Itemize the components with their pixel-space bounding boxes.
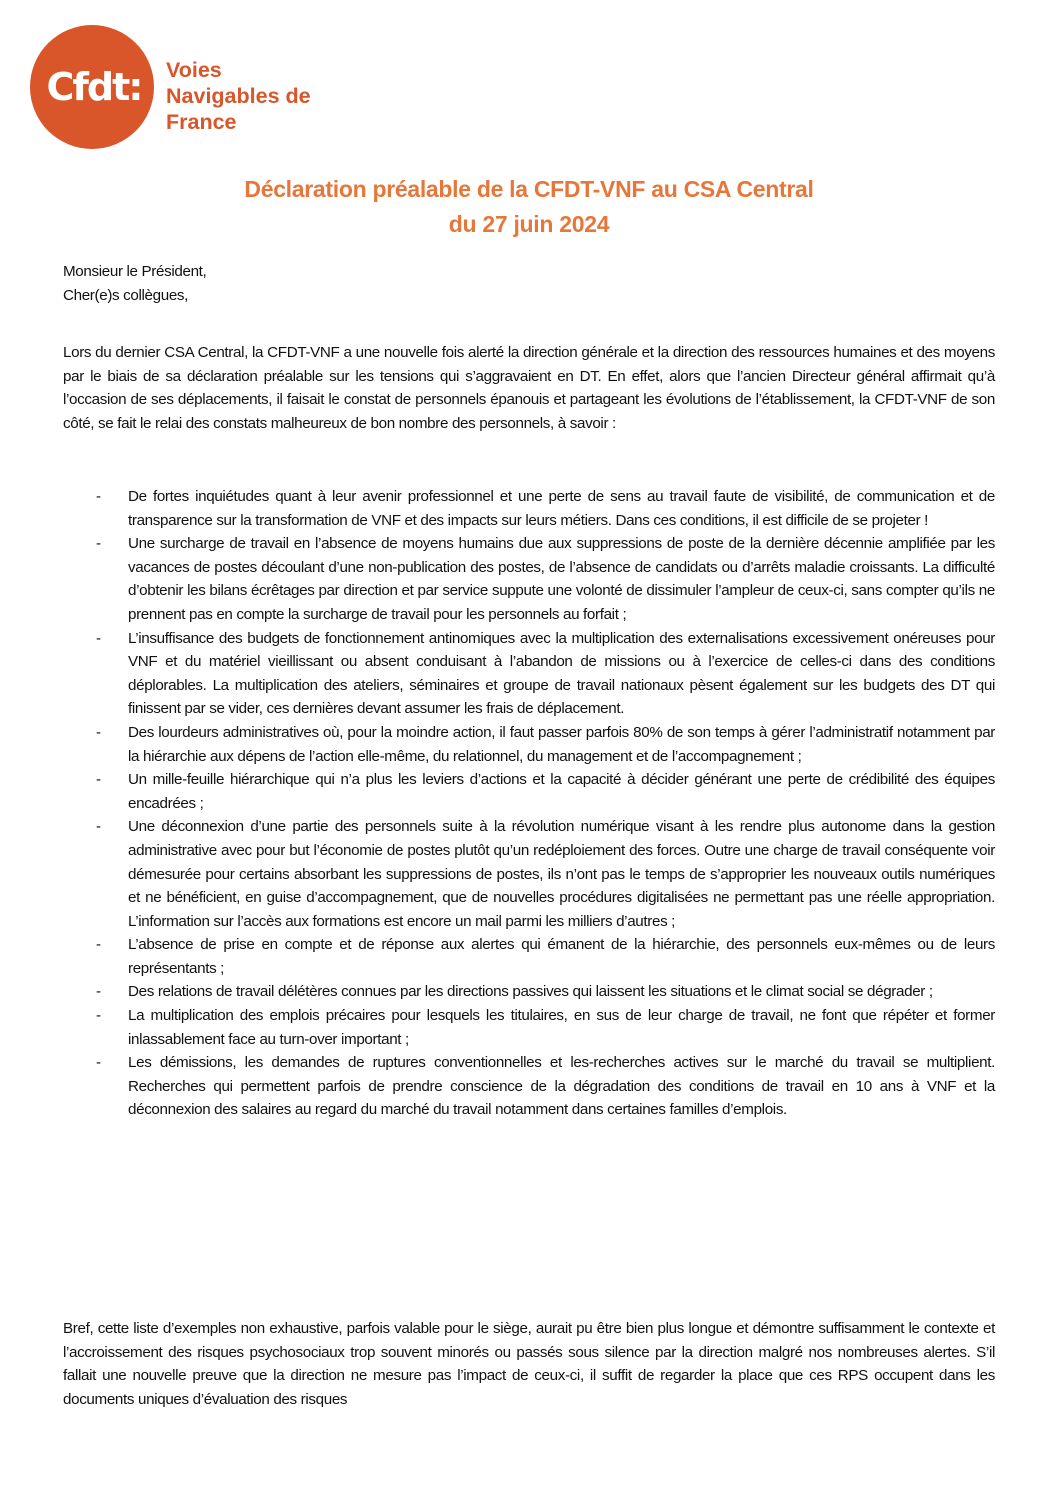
- cfdt-logo-mark: Cfdt:: [46, 65, 142, 109]
- list-item-text: Un mille-feuille hiérarchique qui n’a plus les leviers d’actions et la capacité à décider générant une perte de crédibilité des équipes encadrées ;: [128, 771, 995, 812]
- closing-paragraph: Bref, cette liste d’exemples non exhaustive, parfois valable pour le siège, aurait pu être bien plus longue et démontre suffisamment le contexte et l’accroissement des risques psychosociaux trop souvent minorés ou passés sous silence par la direction malgré nos nombreuses alertes. S’il fallait une nouvelle preuve que la direction ne mesure pas l’impact de ceux-ci, il suffit de regarder la place que ces RPS occupent dans les documents uniques d’évaluation des risques: [63, 1320, 995, 1408]
- bullet-dash: -: [96, 629, 101, 647]
- grievance-list: [63, 485, 995, 1122]
- list-item-text: L’insuffisance des budgets de fonctionnement antinomiques avec la multiplication des externalisations excessivement onéreuses pour VNF et du matériel vieillissant ou absent conduisant à l’abandon de missions ou à l’exercice de celles-ci dans des conditions déplorables. La multiplication des ateliers, séminaires et groupe de travail nationaux pèsent également sur les budgets des DT qui finissent par se vider, ces dernières devant assumer les frais de déplacement.: [128, 629, 995, 718]
- bullet-dash: -: [96, 936, 101, 954]
- list-item: [63, 768, 995, 815]
- list-item: [63, 532, 995, 626]
- list-item-text: Des relations de travail délétères connues par les directions passives qui laissent les situations et le climat social se dégrader ;: [128, 983, 933, 1001]
- intro-paragraph: Lors du dernier CSA Central, la CFDT-VNF a une nouvelle fois alerté la direction générale et la direction des ressources humaines et des moyens par le biais de sa déclaration préalable sur les tensions qui s’aggravaient en DT. En effet, alors que l’ancien Directeur général affirmait qu’à l’occasion de ses déplacements, il faisait le constat de personnels épanouis et partageant les évolutions de l’établissement, la CFDT-VNF de son côté, se fait le relai des constats malheureux de bon nombre des personnels, à savoir :: [63, 344, 995, 432]
- list-item: [63, 1004, 995, 1051]
- document-title-line-1: Déclaration préalable de la CFDT-VNF au CSA Central: [244, 176, 814, 202]
- salutation-line-2: Cher(e)s collègues,: [63, 286, 189, 304]
- list-item-text: Une surcharge de travail en l’absence de moyens humains due aux suppressions de poste de la dernière décennie amplifiée par les vacances de postes découlant d’une non-publication des postes, de l’absence de candidats ou d’arrêts maladie croissants. La difficulté d’obtenir les bilans écrêtages par direction et par service suppute une volonté de dissimuler l’ampleur de ceux-ci, sans compter qu’ils ne prennent pas en compte la surcharge de travail pour les personnels au forfait ;: [128, 535, 995, 623]
- list-item: [63, 933, 995, 980]
- list-item: [63, 815, 995, 933]
- bullet-dash: -: [96, 1054, 101, 1072]
- bullet-dash: -: [96, 771, 101, 789]
- bullet-dash: -: [96, 488, 101, 505]
- list-item-text: De fortes inquiétudes quant à leur avenir professionnel et une perte de sens au travail faute de visibilité, de communication et de transparence sur la transformation de VNF et des impacts sur leurs métiers. Dans ces conditions, il est difficile de se projeter !: [128, 488, 995, 529]
- logo-org-line: France: [166, 110, 237, 134]
- logo-org-line: Navigables de: [166, 84, 311, 108]
- bullet-dash: -: [96, 1007, 101, 1025]
- list-item-text: Une déconnexion d’une partie des personnels suite à la révolution numérique visant à les rendre plus autonome dans la gestion administrative avec pour but l’économie de postes plutôt qu’un redéploiement des forces. Outre une charge de travail conséquente voir démesurée pour certains absorbant les suppressions de postes, ils n’ont pas le temps de s’approprier les nouveaux outils numériques et ne bénéficient, en guise d’accompagnement, que de nouvelles procédures digitalisées ne permettant pas une réelle appropriation. L’information sur l’accès aux formations est encore un mail parmi les milliers d’autres ;: [128, 818, 995, 930]
- document-title: [0, 172, 1058, 242]
- list-item: [63, 980, 995, 1004]
- list-item: [63, 485, 995, 532]
- cfdt-vnf-logo: [30, 25, 350, 145]
- list-item: [63, 1051, 995, 1122]
- salutation-line-1: Monsieur le Président,: [63, 263, 207, 280]
- list-item-text: L’absence de prise en compte et de réponse aux alertes qui émanent de la hiérarchie, des personnels eux-mêmes ou de leurs représentants ;: [128, 936, 995, 977]
- document-title-line-2: du 27 juin 2024: [448, 211, 610, 237]
- list-item-text: La multiplication des emplois précaires pour lesquels les titulaires, en sus de leur charge de travail, ne font que répéter et former inlassablement face au turn-over important ;: [128, 1007, 995, 1048]
- list-item: [63, 721, 995, 768]
- bullet-dash: -: [96, 535, 101, 553]
- list-item: [63, 627, 995, 721]
- logo-organization-name: [166, 57, 311, 135]
- logo-org-line: Voies: [166, 58, 222, 82]
- bullet-dash: -: [96, 723, 101, 741]
- salutation: [63, 260, 1003, 307]
- bullet-dash: -: [96, 983, 101, 1001]
- list-item-text: Des lourdeurs administratives où, pour la moindre action, il faut passer parfois 80% de son temps à gérer l’administratif notamment par la hiérarchie aux dépens de l’action elle-même, du relationnel, du management et de l’accompagnement ;: [128, 723, 995, 765]
- cfdt-logo-circle: [30, 25, 154, 149]
- bullet-dash: -: [96, 818, 101, 836]
- list-item-text: Les démissions, les demandes de ruptures conventionnelles et les-recherches actives sur le marché du travail se multiplient. Recherches qui permettent parfois de prendre conscience de la dégradation des conditions de travail en 10 ans à VNF et la déconnexion des salaires au regard du marché du travail notamment dans certaines familles d’emplois.: [128, 1054, 995, 1119]
